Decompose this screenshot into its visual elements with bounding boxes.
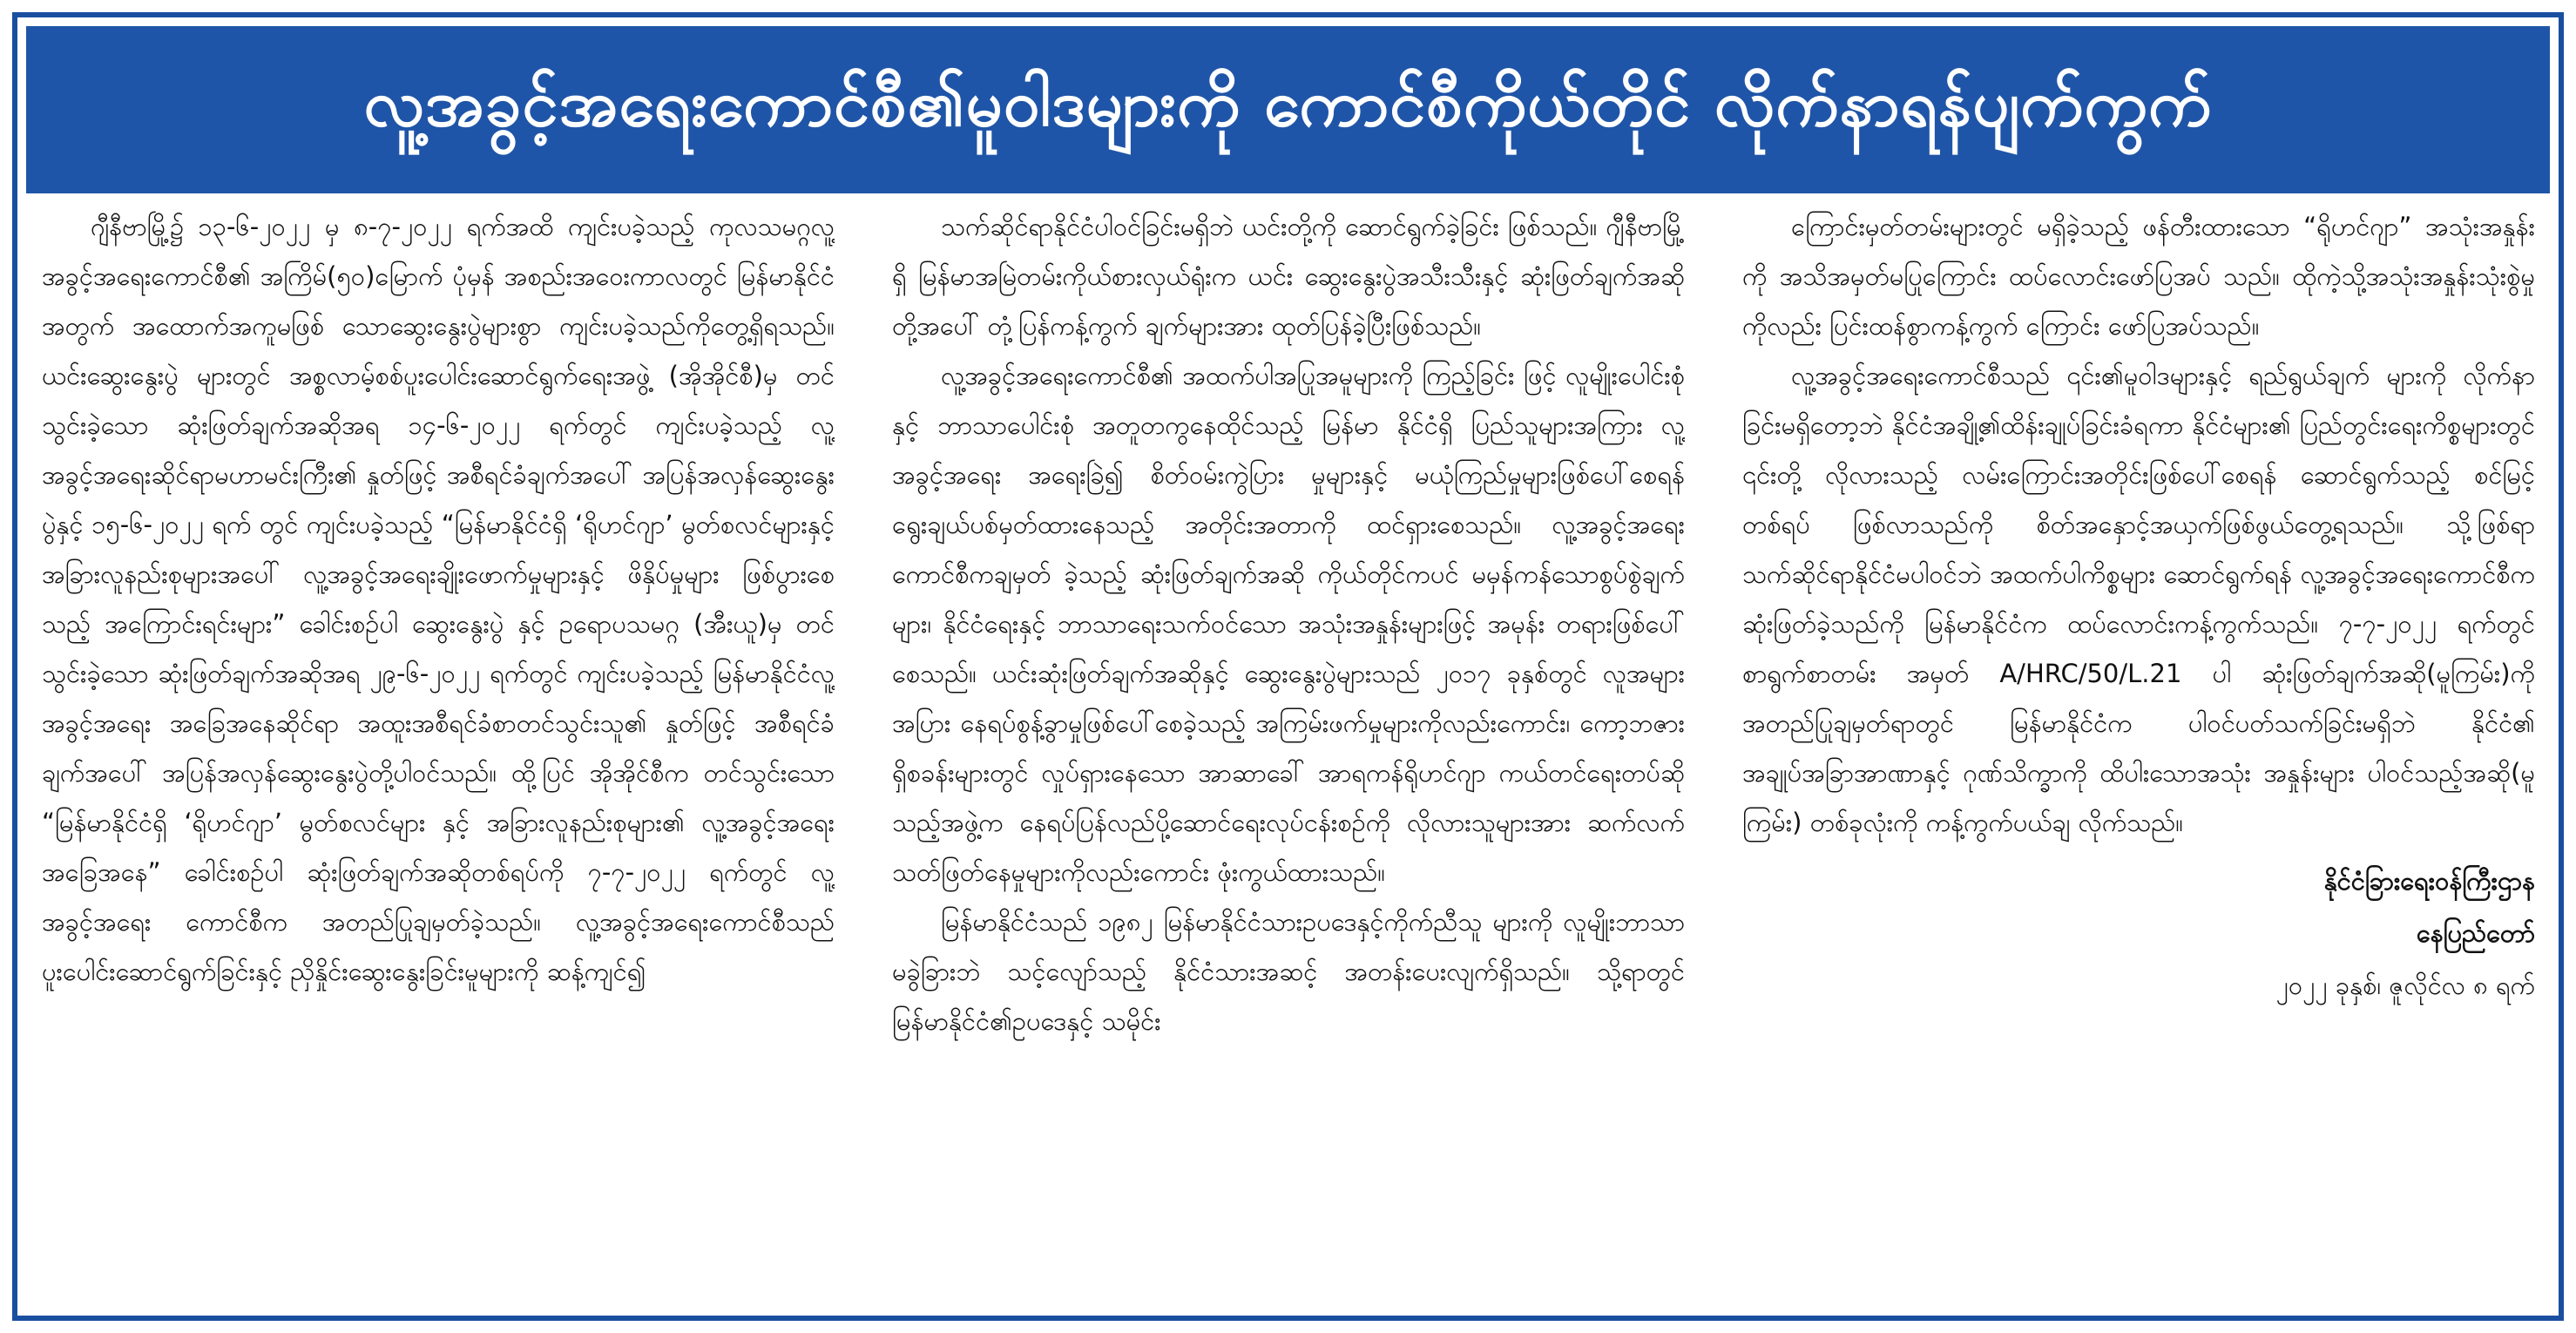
signature-block <box>1742 855 2535 1012</box>
signature-organization: နိုင်ငံခြားရေးဝန်ကြီးဌာန <box>2323 866 2535 896</box>
paragraph: လူ့အခွင့်အရေးကောင်စီ၏ အထက်ပါအပြုအမူများကို ကြည့်ခြင်း ဖြင့် လူမျိုးပေါင်းစုံနှင့် ဘာသာပေါင်းစုံ အတူတကွနေထိုင်သည့် မြန်မာ နိုင်ငံရှိ ပြည်သူများအကြား လူ့အခွင့်အရေး အရေးခြဲ၍ စိတ်ဝမ်းကွဲပြား မှုများနှင့် မယုံကြည်မှုများဖြစ်ပေါ်စေရန် ရွေးချယ်ပစ်မှတ်ထားနေသည့် အတိုင်းအတာကို ထင်ရှားစေသည်။ လူ့အခွင့်အရေးကောင်စီကချမှတ် ခဲ့သည့် ဆုံးဖြတ်ချက်အဆို ကိုယ်တိုင်ကပင် မမှန်ကန်သောစွပ်စွဲချက်များ၊ နိုင်ငံရေးနှင့် ဘာသာရေးသက်ဝင်သော အသုံးအနှုန်းများဖြင့် အမုန်း တရားဖြစ်ပေါ်စေသည်။ ယင်းဆုံးဖြတ်ချက်အဆိုနှင့် ဆွေးနွေးပွဲများသည် ၂၀၁၇ ခုနှစ်တွင် လူအများအပြား နေရပ်စွန့်ခွာမှုဖြစ်ပေါ်စေခဲ့သည့် အကြမ်းဖက်မှုများကိုလည်းကောင်း၊ ကော့ဘဇားရှိစခန်းများတွင် လှုပ်ရှားနေသော အာဆာခေါ် အာရကန်ရိုဟင်ဂျာ ကယ်တင်ရေးတပ်ဆိုသည့်အဖွဲ့က နေရပ်ပြန်လည်ပို့ဆောင်ရေးလုပ်ငန်းစဉ်ကို လိုလားသူများအား ဆက်လက် သတ်ဖြတ်နေမှုများကိုလည်းကောင်း ဖုံးကွယ်ထားသည်။ <box>892 361 1685 887</box>
paragraph: ကြောင်းမှတ်တမ်းများတွင် မရှိခဲ့သည့် ဖန်တီးထားသော “ရိုဟင်ဂျာ” အသုံးအနှုန်းကို အသိအမှတ်မပြုကြောင်း ထပ်လောင်းဖော်ပြအပ် သည်။ ထိုကဲ့သို့အသုံးအနှုန်းသုံးစွဲမှုကိုလည်း ပြင်းထန်စွာကန့်ကွက် ကြောင်း ဖော်ပြအပ်သည်။ <box>1742 212 2535 341</box>
title-banner <box>26 26 2550 193</box>
paragraph: လူ့အခွင့်အရေးကောင်စီသည် ၎င်း၏မူဝါဒများနှင့် ရည်ရွယ်ချက် များကို လိုက်နာခြင်းမရှိတော့ဘဲ နိုင်ငံအချို့၏ထိန်းချုပ်ခြင်းခံရကာ နိုင်ငံများ၏ ပြည်တွင်းရေးကိစ္စများတွင် ၎င်းတို့ လိုလားသည့် လမ်းကြောင်းအတိုင်းဖြစ်ပေါ်စေရန် ဆောင်ရွက်သည့် စင်မြင့်တစ်ရပ် ဖြစ်လာသည်ကို စိတ်အနှောင့်အယှက်ဖြစ်ဖွယ်တွေ့ရသည်။ သို့ဖြစ်ရာ သက်ဆိုင်ရာနိုင်ငံမပါဝင်ဘဲ အထက်ပါကိစ္စများ ဆောင်ရွက်ရန် လူ့အခွင့်အရေးကောင်စီက ဆုံးဖြတ်ခဲ့သည်ကို မြန်မာနိုင်ငံက ထပ်လောင်းကန့်ကွက်သည်။ ၇-၇-၂၀၂၂ ရက်တွင် စာရွက်စာတမ်း အမှတ် A/HRC/50/L.21 ပါ ဆုံးဖြတ်ချက်အဆို(မူကြမ်း)ကို အတည်ပြုချမှတ်ရာတွင် မြန်မာနိုင်ငံက ပါဝင်ပတ်သက်ခြင်းမရှိဘဲ နိုင်ငံ၏ အချုပ်အခြာအာဏာနှင့် ဂုဏ်သိက္ခာကို ထိပါးသောအသုံး အနှုန်းများ ပါဝင်သည့်အဆို(မူကြမ်း) တစ်ခုလုံးကို ကန့်ကွက်ပယ်ချ လိုက်သည်။ <box>1742 361 2535 837</box>
signature-city: နေပြည်တော် <box>2416 918 2535 948</box>
page-title: လူ့အခွင့်အရေးကောင်စီ၏မူဝါဒများကို ကောင်စီကိုယ်တိုင် လိုက်နာရန်ပျက်ကွက် <box>363 65 2213 141</box>
paragraph: သက်ဆိုင်ရာနိုင်ငံပါဝင်ခြင်းမရှိဘဲ ယင်းတို့ကို ဆောင်ရွက်ခဲ့ခြင်း ဖြစ်သည်။ ဂျီနီဗာမြို့ရှိ မြန်မာအမြဲတမ်းကိုယ်စားလှယ်ရုံးက ယင်း ဆွေးနွေးပွဲအသီးသီးနှင့် ဆုံးဖြတ်ချက်အဆိုတို့အပေါ် တုံ့ပြန်ကန့်ကွက် ချက်များအား ထုတ်ပြန်ခဲ့ပြီးဖြစ်သည်။ <box>892 212 1685 341</box>
column-2 <box>892 202 1685 1307</box>
paragraph: ဂျီနီဗာမြို့၌ ၁၃-၆-၂၀၂၂ မှ ၈-၇-၂၀၂၂ ရက်အထိ ကျင်းပခဲ့သည့် ကုလသမဂ္ဂလူ့အခွင့်အရေးကောင်စီ၏ အကြိမ်(၅၀)မြောက် ပုံမှန် အစည်းအဝေးကာလတွင် မြန်မာနိုင်ငံအတွက် အထောက်အကူမဖြစ် သောဆွေးနွေးပွဲများစွာ ကျင်းပခဲ့သည်ကိုတွေ့ရှိရသည်။ ယင်းဆွေးနွေးပွဲ များတွင် အစ္စလာမ့်စစ်ပူးပေါင်းဆောင်ရွက်ရေးအဖွဲ့ (အိုအိုင်စီ)မှ တင်သွင်းခဲ့သော ဆုံးဖြတ်ချက်အဆိုအရ ၁၄-၆-၂၀၂၂ ရက်တွင် ကျင်းပခဲ့သည့် လူ့အခွင့်အရေးဆိုင်ရာမဟာမင်းကြီး၏ နှုတ်ဖြင့် အစီရင်ခံချက်အပေါ် အပြန်အလှန်ဆွေးနွေးပွဲနှင့် ၁၅-၆-၂၀၂၂ ရက် တွင် ကျင်းပခဲ့သည့် “မြန်မာနိုင်ငံရှိ ‘ရိုဟင်ဂျာ’ မွတ်စလင်များနှင့် အခြားလူနည်းစုများအပေါ် လူ့အခွင့်အရေးချိုးဖောက်မှုများနှင့် ဖိနှိပ်မှုများ ဖြစ်ပွားစေသည့် အကြောင်းရင်းများ” ခေါင်းစဉ်ပါ ဆွေးနွေးပွဲ နှင့် ဥရောပသမဂ္ဂ (အီးယူ)မှ တင်သွင်းခဲ့သော ဆုံးဖြတ်ချက်အဆိုအရ ၂၉-၆-၂၀၂၂ ရက်တွင် ကျင်းပခဲ့သည့် မြန်မာနိုင်ငံလူ့အခွင့်အရေး အခြေအနေဆိုင်ရာ အထူးအစီရင်ခံစာတင်သွင်းသူ၏ နှုတ်ဖြင့် အစီရင်ခံချက်အပေါ် အပြန်အလှန်ဆွေးနွေးပွဲတို့ပါဝင်သည်။ ထို့ပြင် အိုအိုင်စီက တင်သွင်းသော “မြန်မာနိုင်ငံရှိ ‘ရိုဟင်ဂျာ’ မွတ်စလင်များ နှင့် အခြားလူနည်းစုများ၏ လူ့အခွင့်အရေးအခြေအနေ” ခေါင်းစဉ်ပါ ဆုံးဖြတ်ချက်အဆိုတစ်ရပ်ကို ၇-၇-၂၀၂၂ ရက်တွင် လူ့အခွင့်အရေး ကောင်စီက အတည်ပြုချမှတ်ခဲ့သည်။ လူ့အခွင့်အရေးကောင်စီသည် ပူးပေါင်းဆောင်ရွက်ခြင်းနှင့် ညှိနှိုင်းဆွေးနွေးခြင်းမူများကို ဆန့်ကျင်၍ <box>42 212 835 986</box>
article-body <box>42 202 2535 1307</box>
signature-date: ၂၀၂၂ ခုနှစ်၊ ဇူလိုင်လ ၈ ရက် <box>2275 971 2535 1000</box>
paragraph: မြန်မာနိုင်ငံသည် ၁၉၈၂ မြန်မာနိုင်ငံသားဥပဒေနှင့်ကိုက်ညီသူ များကို လူမျိုးဘာသာမခွဲခြားဘဲ သင့်လျော်သည့် နိုင်ငံသားအဆင့် အတန်းပေးလျက်ရှိသည်။ သို့ရာတွင် မြန်မာနိုင်ငံ၏ဥပဒေနှင့် သမိုင်း <box>892 907 1685 1036</box>
column-3 <box>1742 202 2535 1307</box>
column-1 <box>42 202 835 1307</box>
